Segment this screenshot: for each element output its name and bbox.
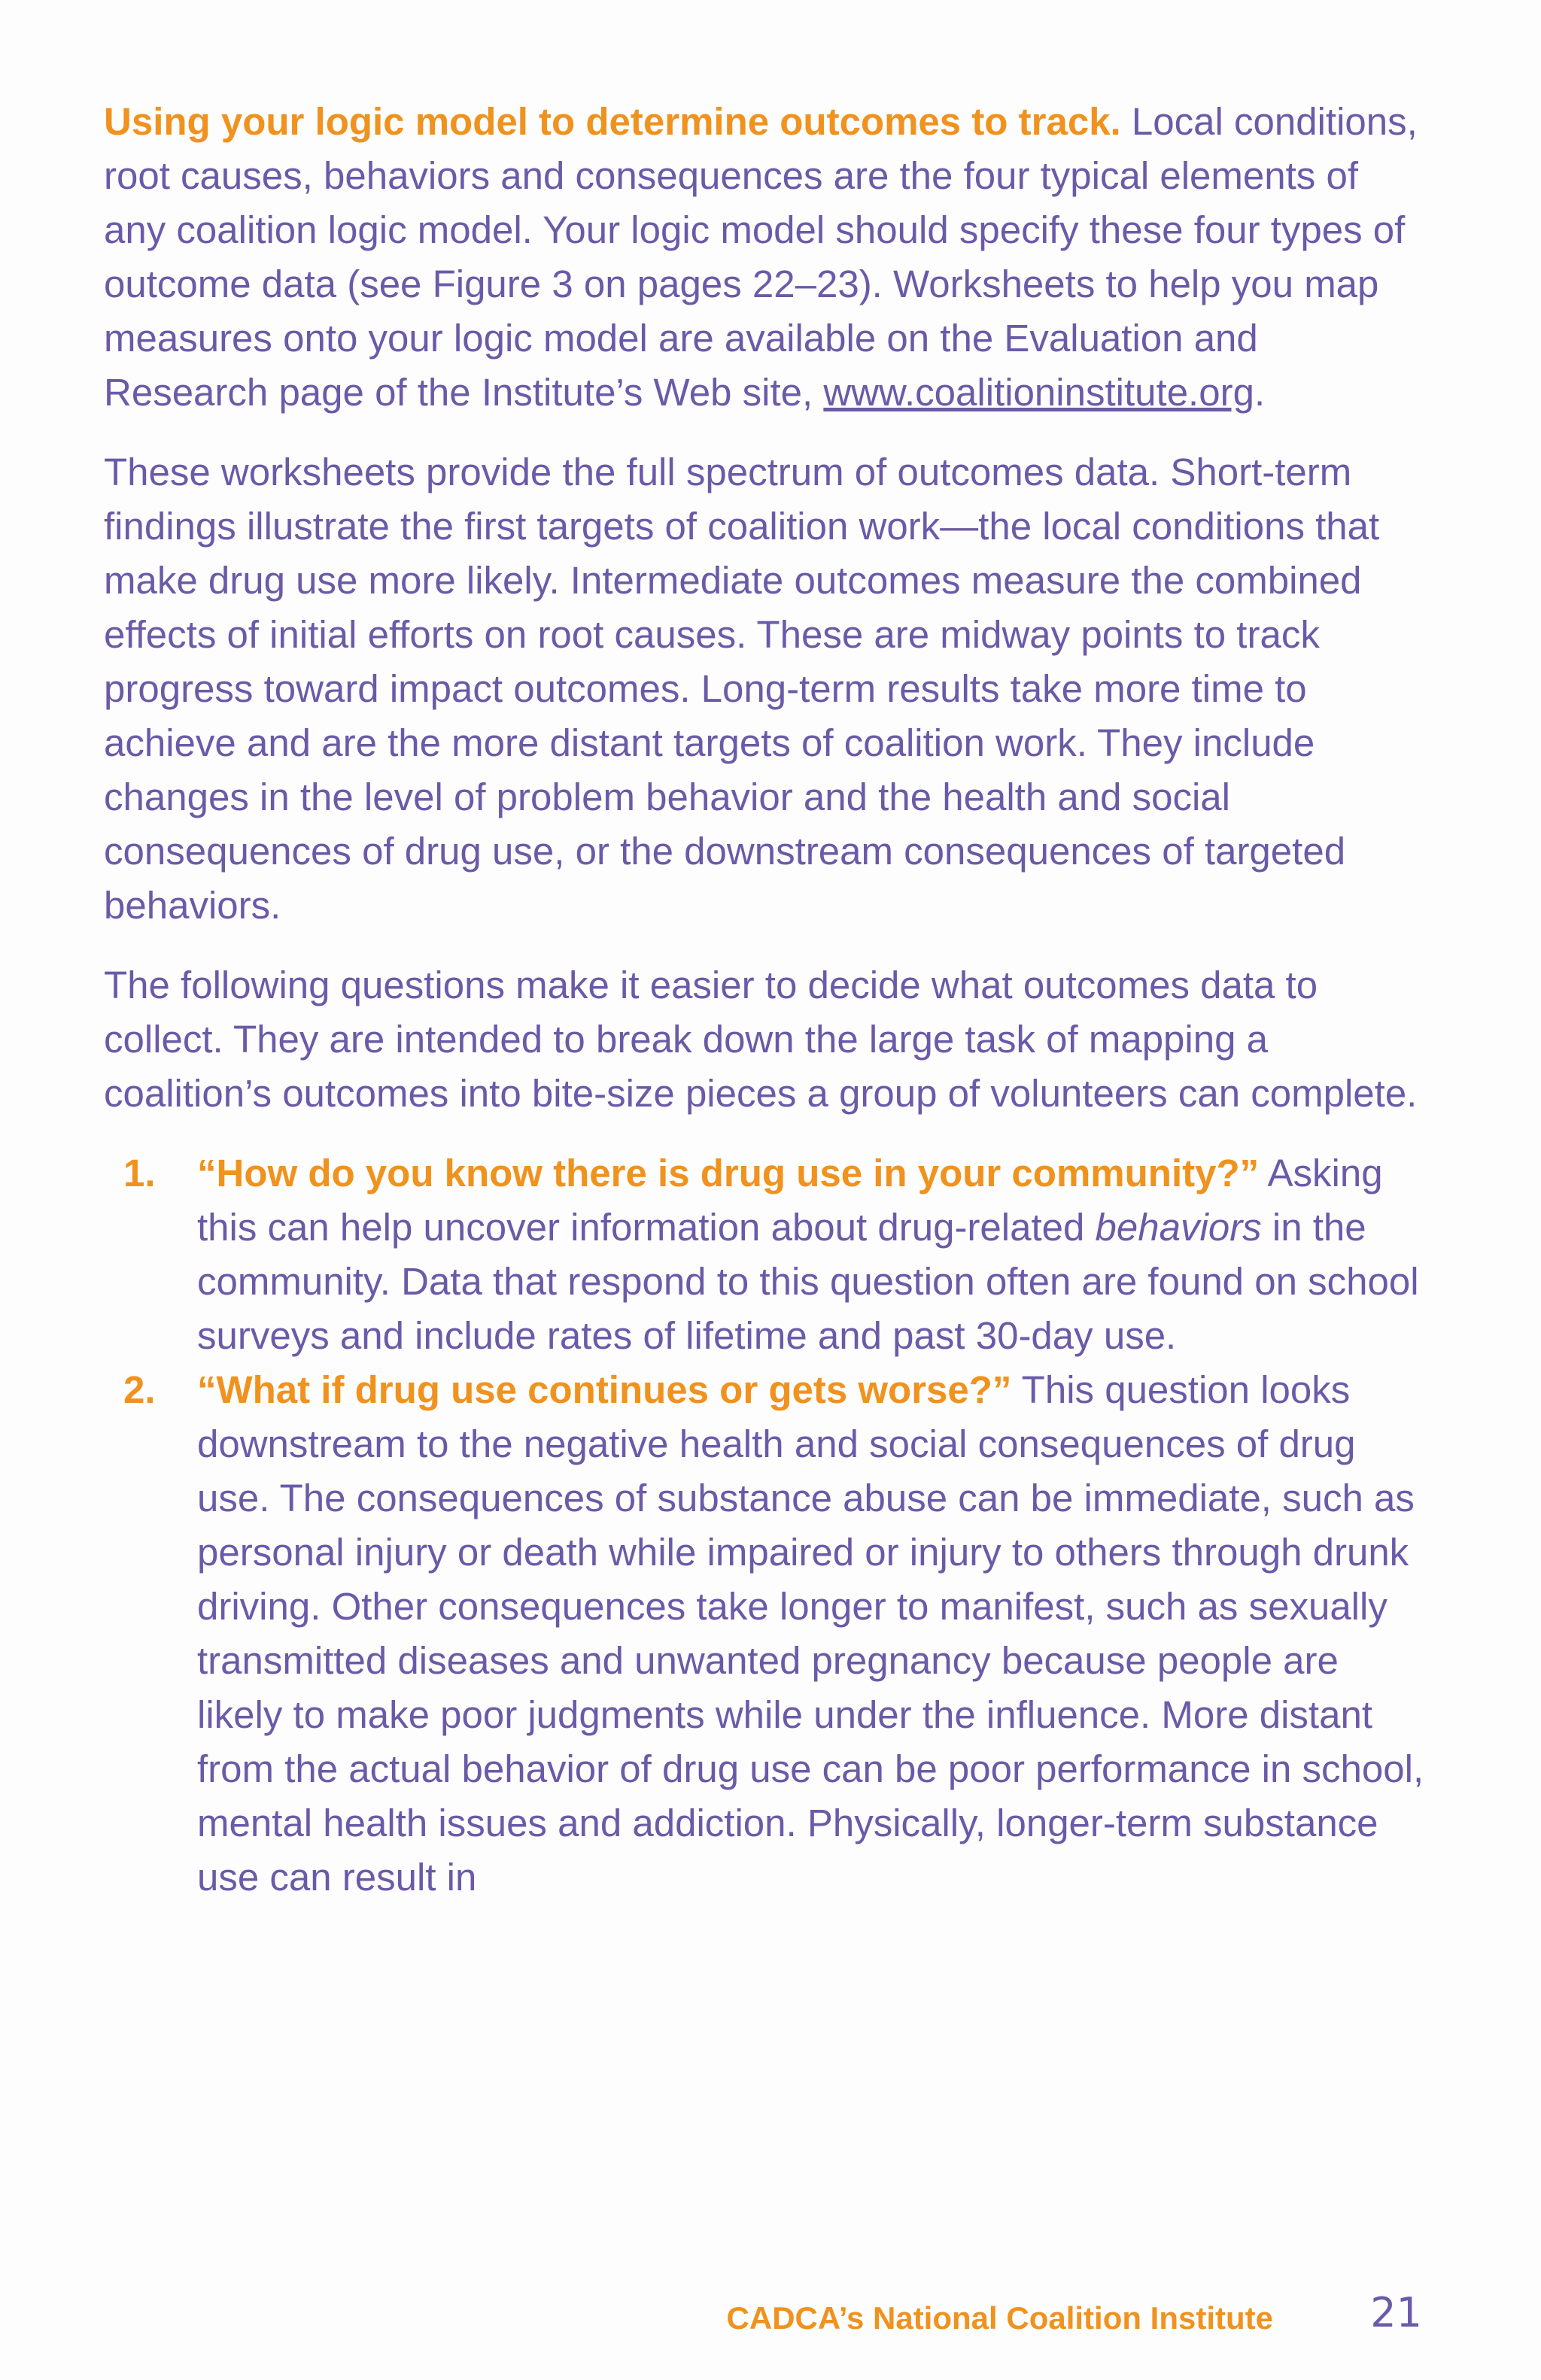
question-text: This question looks downstream to the negative health and social consequences of drug use. The consequences of substance abuse can be immediate, such as personal injury or death while impaired or injury to others through drunk driving. Other consequences take longer to manifest, such as sexually transmitted diseases and unwanted pregnancy because people are likely to make poor judgments while under the influence. More distant from the actual behavior of drug use can be poor performance in school, mental health issues and addiction. Physically, longer-term substance use can result in (197, 1368, 1424, 1899)
question-title: “How do you know there is drug use in your community?” (197, 1152, 1260, 1195)
page-number: 21 (1370, 2289, 1422, 2336)
question-text-end: in the community. Data that respond to this question often are found on school surveys and include rates of lifetime and past 30-day use. (197, 1206, 1419, 1357)
publisher-name: CADCA’s National Coalition Institute (726, 2300, 1273, 2336)
question-text: Asking this can help uncover information about drug-related (197, 1152, 1383, 1249)
list-number: 2. (123, 1368, 156, 1411)
emphasis-text: behaviors (1095, 1206, 1262, 1249)
list-item (104, 1146, 1428, 1363)
intro-text: Local conditions, root causes, behaviors and consequences are the four typical elements of any coalition logic model. Your logic model should specify these four types of outcome data (see Figure 3 on pages 22–23). Worksheets to help you map measures onto your logic model are available on the Evaluation and Research page of the Institute’s Web site, (104, 100, 1418, 414)
paragraph-questions-intro: The following questions make it easier to decide what outcomes data to collect. They are intended to break down the large task of mapping a coalition’s outcomes into bite-size pieces a group of volunteers can complete. (104, 964, 1418, 1115)
intro-text-end: . (1254, 371, 1266, 414)
question-title: “What if drug use continues or gets worse?” (197, 1368, 1012, 1411)
website-link[interactable]: www.coalitioninstitute.org (823, 371, 1254, 414)
list-number: 1. (123, 1152, 156, 1195)
list-item (104, 1363, 1428, 1905)
section-heading: Using your logic model to determine outcomes to track. (104, 100, 1121, 143)
questions-list (104, 1146, 1428, 1905)
paragraph-outcomes-spectrum: These worksheets provide the full spectrum of outcomes data. Short-term findings illustrate the first targets of coalition work—the local conditions that make drug use more likely. Intermediate outcomes measure the combined effects of initial efforts on root causes. These are midway points to track progress toward impact outcomes. Long-term results take more time to achieve and are the more distant targets of coalition work. They include changes in the level of problem behavior and the health and social consequences of drug use, or the downstream consequences of targeted behaviors. (104, 451, 1380, 927)
page-body (104, 95, 1428, 1905)
intro-paragraph (104, 95, 1428, 420)
